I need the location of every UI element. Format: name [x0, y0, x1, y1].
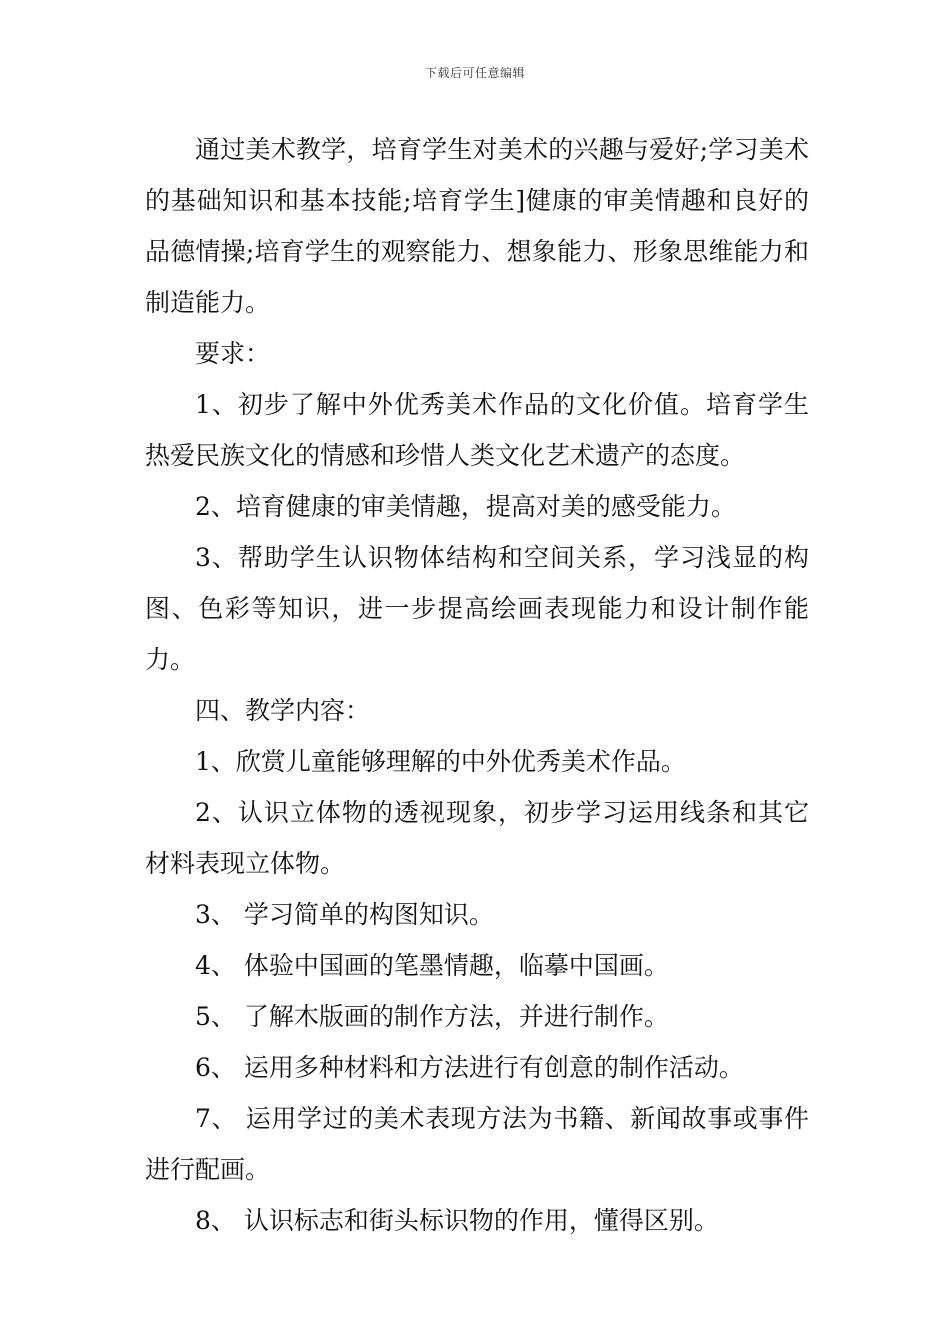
document-body: [145, 124, 809, 1246]
paragraph-requirements-heading: 要求：: [195, 339, 271, 368]
content-item-3: 3、 学习简单的构图知识。: [195, 900, 494, 929]
content-item-1: 1、欣赏儿童能够理解的中外优秀美术作品。: [195, 747, 686, 776]
content-item-5: 5、 了解木版画的制作方法，并进行制作。: [195, 1002, 669, 1031]
content-item-7: 7、 运用学过的美术表现方法为书籍、新闻故事或事件进行配画。: [145, 1104, 809, 1184]
requirement-item-3: 3、帮助学生认识物体结构和空间关系，学习浅显的构图、色彩等知识，进一步提高绘画表现能力和设计制作能力。: [145, 543, 809, 674]
content-item-2: 2、认识立体物的透视现象，初步学习运用线条和其它材料表现立体物。: [145, 798, 809, 878]
content-item-6: 6、 运用多种材料和方法进行有创意的制作活动。: [195, 1053, 744, 1082]
section-heading-teaching-content: 四、教学内容：: [195, 696, 371, 725]
requirement-item-2: 2、培育健康的审美情趣，提高对美的感受能力。: [195, 492, 736, 521]
header-note: 下载后可任意编辑: [424, 66, 525, 80]
content-item-8: 8、 认识标志和街头标识物的作用，懂得区别。: [195, 1206, 719, 1235]
content-item-4: 4、 体验中国画的笔墨情趣，临摹中国画。: [195, 951, 669, 980]
paragraph-intro: 通过美术教学，培育学生对美术的兴趣与爱好;学习美术的基础知识和基本技能;培育学生]健康的审美情趣和良好的品德情操;培育学生的观察能力、想象能力、形象思维能力和制造能力。: [145, 135, 809, 317]
requirement-item-1: 1、初步了解中外优秀美术作品的文化价值。培育学生热爱民族文化的情感和珍惜人类文化艺术遗产的态度。: [145, 390, 809, 470]
